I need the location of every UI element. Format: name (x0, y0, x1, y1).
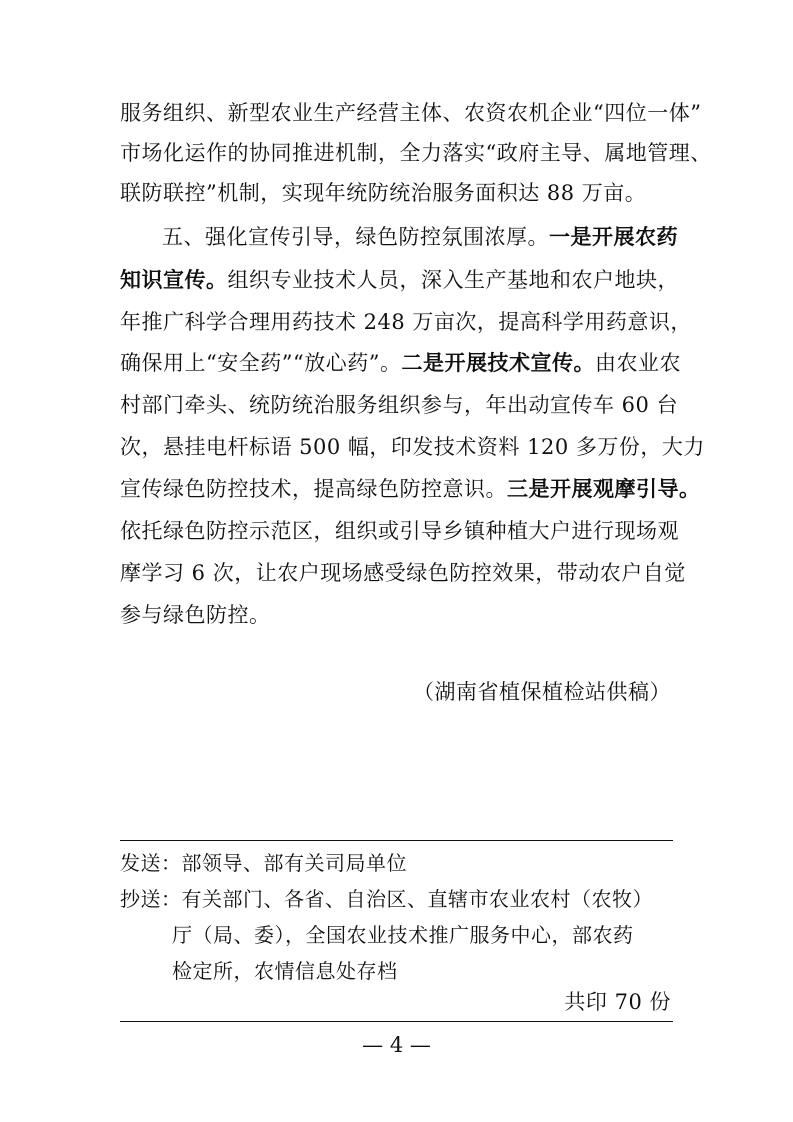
section5-line-7 (120, 474, 701, 504)
section5-point2: 二是开展技术宣传。 (401, 351, 595, 375)
section5-line-9: 摩学习 6 次，让农户现场感受绿色防控效果，带动农户自觉 (120, 561, 686, 585)
footer-top-rule (120, 840, 673, 841)
section5-line7-a: 宣传绿色防控技术，提高绿色防控意识。 (120, 477, 507, 501)
section5-line-10: 参与绿色防控。 (120, 603, 271, 627)
body-line-3: 联防联控”机制，实现年统防统治服务面积达 88 万亩。 (120, 181, 647, 205)
section5-point1-b: 知识宣传。 (120, 268, 228, 292)
section5-line-1 (162, 222, 678, 252)
footer-cc-line-2: 厅（局、委），全国农业技术推广服务中心，部农药 (172, 923, 634, 947)
body-line-1: 服务组织、新型农业生产经营主体、农资农机企业“四位一体” (120, 101, 702, 125)
footer-send: 发送：部领导、部有关司局单位 (120, 851, 407, 875)
section5-line4-a: 确保用上“安全药”“放心药”。 (120, 351, 402, 375)
section5-point1-a: 一是开展农药 (549, 225, 678, 249)
section5-line-2 (120, 265, 679, 295)
footer-cc-line-3: 检定所，农情信息处存档 (172, 959, 398, 983)
footer-bottom-rule (120, 1021, 673, 1022)
page-number: — 4 — (362, 1033, 431, 1057)
source-attribution: （湖南省植保植检站供稿） (413, 680, 671, 704)
footer-cc-line-1: 抄送：有关部门、各省、自治区、直辖市农业农村（农牧） (120, 887, 653, 911)
section5-line-4 (120, 348, 681, 378)
body-line-2: 市场化运作的协同推进机制，全力落实“政府主导、属地管理、 (120, 141, 712, 165)
section5-text1: 组织专业技术人员，深入生产基地和农户地块， (227, 268, 679, 292)
section5-line4-b: 由农业农 (594, 351, 681, 375)
section5-heading: 五、强化宣传引导，绿色防控氛围浓厚。 (162, 225, 549, 249)
section5-line-6: 次，悬挂电杆标语 500 幅，印发技术资料 120 多万份，大力 (120, 435, 705, 459)
section5-line-5: 村部门牵头、统防统治服务组织参与，年出动宣传车 60 台 (120, 393, 679, 417)
footer-copies: 共印 70 份 (564, 990, 671, 1014)
section5-point3: 三是开展观摩引导。 (507, 477, 701, 501)
section5-line-3: 年推广科学合理用药技术 248 万亩次，提高科学用药意识， (120, 310, 692, 334)
section5-line-8: 依托绿色防控示范区，组织或引导乡镇种植大户进行现场观 (120, 519, 679, 543)
